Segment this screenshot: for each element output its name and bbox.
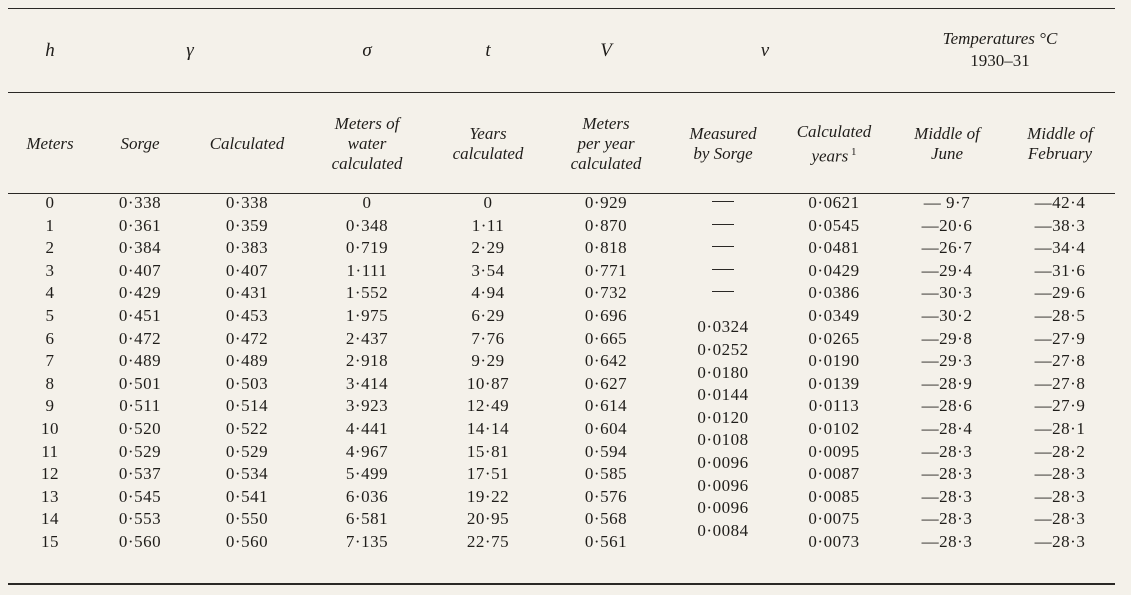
- cell-feb: —27·8: [1034, 373, 1086, 393]
- cell-gamma-calc: 0·489: [225, 351, 269, 371]
- cell-sigma: 3·414: [345, 373, 389, 393]
- cell-sorge: 0·545: [118, 486, 162, 506]
- cell-june: —20·6: [921, 215, 973, 235]
- cell-h: 5: [45, 306, 55, 325]
- cell-t: 22·75: [466, 532, 510, 551]
- cell-V: 0·665: [584, 328, 628, 348]
- cell-h: 14: [41, 509, 59, 529]
- cell-t: 14·14: [466, 419, 510, 438]
- cell-gamma-calc: 0·472: [225, 328, 269, 348]
- cell-t: 0: [483, 193, 493, 212]
- cell-v-calc: 0·0265: [808, 328, 860, 348]
- cell-sigma: 1·975: [345, 306, 389, 325]
- cell-t: 19·22: [466, 486, 510, 506]
- cell-h: 0: [45, 193, 55, 212]
- column-header-line: Sorge: [120, 134, 160, 153]
- column-header-line: Meters: [26, 134, 74, 153]
- cell-V: 0·614: [584, 396, 628, 416]
- cell-V: 0·870: [584, 215, 628, 235]
- cell-gamma-calc: 0·359: [225, 215, 269, 235]
- cell-h: 6: [45, 328, 55, 348]
- cell-V: 0·585: [584, 464, 628, 484]
- cell-sigma: 2·437: [345, 328, 389, 348]
- cell-sorge: 0·501: [118, 373, 162, 393]
- cell-feb: —27·8: [1034, 351, 1086, 371]
- cell-sorge: 0·560: [118, 532, 162, 551]
- cell-june: —28·3: [921, 464, 973, 484]
- cell-t: 17·51: [466, 464, 510, 484]
- cell-V: 0·771: [584, 260, 628, 280]
- cell-gamma-calc: 0·503: [225, 373, 269, 393]
- cell-v-calc: 0·0113: [808, 396, 860, 416]
- cell-sorge: 0·520: [118, 419, 162, 438]
- cell-feb: —34·4: [1034, 238, 1086, 258]
- cell-V: 0·576: [584, 486, 628, 506]
- cell-v-calc: 0·0429: [808, 260, 860, 280]
- cell-feb: —28·3: [1034, 464, 1086, 484]
- cell-h: 2: [45, 238, 55, 258]
- cell-june: —28·9: [921, 373, 973, 393]
- column-header-line: June: [930, 144, 964, 163]
- cell-sorge: 0·537: [118, 464, 162, 484]
- cell-V: 0·594: [584, 441, 628, 461]
- bottom-rule: [8, 583, 1115, 585]
- cell-june: —29·4: [921, 260, 973, 280]
- cell-june: —28·3: [921, 486, 973, 506]
- cell-t: 12·49: [466, 396, 510, 416]
- footnote-marker: 1: [848, 145, 857, 158]
- column-header-line: water: [347, 134, 387, 153]
- cell-t: 20·95: [466, 509, 510, 529]
- cell-sorge: 0·472: [118, 328, 162, 348]
- cell-v-calc: 0·0095: [808, 441, 860, 461]
- cell-sorge: 0·451: [118, 306, 162, 325]
- cell-gamma-calc: 0·550: [225, 509, 269, 529]
- column-header-line: Years: [469, 124, 507, 143]
- cell-V: 0·604: [584, 419, 628, 438]
- cell-gamma-calc: 0·541: [225, 486, 269, 506]
- cell-gamma-calc: 0·383: [225, 238, 269, 258]
- cell-feb: —28·2: [1034, 441, 1086, 461]
- column-header-line: Meters: [582, 114, 630, 133]
- column-header-h: [26, 96, 73, 192]
- cell-V: 0·627: [584, 373, 628, 393]
- temperatures-title: Temperatures °C: [942, 29, 1058, 48]
- cell-june: —30·2: [921, 306, 973, 325]
- column-header-line: calculated: [570, 154, 642, 173]
- symbol-V: V: [600, 40, 612, 61]
- column-header-line: Middle of: [914, 124, 980, 143]
- cell-june: —29·3: [921, 351, 973, 371]
- column-header-line: Middle of: [1027, 124, 1093, 143]
- cell-sorge: 0·511: [119, 396, 161, 416]
- cell-V: 0·929: [584, 193, 628, 212]
- cell-t: 15·81: [466, 441, 510, 461]
- cell-t: 10·87: [466, 373, 510, 393]
- cell-sigma: 4·441: [345, 419, 389, 438]
- temperatures-years: 1930–31: [970, 51, 1030, 70]
- cell-gamma-calc: 0·338: [225, 193, 269, 212]
- header-rule: [8, 92, 1115, 93]
- symbol-t: t: [485, 40, 491, 61]
- cell-feb: —31·6: [1034, 260, 1086, 280]
- cell-gamma-calc: 0·407: [225, 260, 269, 280]
- cell-V: 0·696: [584, 306, 628, 325]
- cell-gamma-calc: 0·522: [225, 419, 269, 438]
- cell-june: —26·7: [921, 238, 973, 258]
- column-header-line: years $^1$: [811, 145, 857, 166]
- cell-feb: —29·6: [1034, 283, 1086, 303]
- cell-v-calc: 0·0481: [808, 238, 860, 258]
- cell-v-sorge: 0·0084: [697, 520, 749, 540]
- cell-v-sorge: 0·0324: [697, 317, 749, 337]
- column-header-line: calculated: [331, 154, 403, 173]
- cell-feb: —27·9: [1034, 328, 1086, 348]
- cell-h: 13: [41, 486, 59, 506]
- cell-sigma: 6·581: [345, 509, 389, 529]
- column-header-v_calc: [797, 96, 872, 192]
- cell-h: 3: [45, 260, 55, 280]
- column-header-line: Meters of: [334, 114, 400, 133]
- cell-feb: —28·1: [1034, 419, 1086, 438]
- cell-sigma: 0: [362, 193, 372, 212]
- column-header-sorge: [120, 96, 159, 192]
- cell-june: —29·8: [921, 328, 973, 348]
- cell-sorge: 0·553: [118, 509, 162, 529]
- cell-v-sorge: 0·0096: [697, 475, 749, 495]
- cell-t: 9·29: [471, 351, 505, 371]
- cell-sigma: 7·135: [345, 532, 389, 551]
- cell-gamma-calc: 0·534: [225, 464, 269, 484]
- empty-dash: [712, 246, 734, 247]
- cell-v-sorge: 0·0108: [697, 430, 749, 450]
- cell-v-calc: 0·0349: [808, 306, 860, 325]
- cell-h: 9: [45, 396, 55, 416]
- temperatures-header: [943, 28, 1058, 72]
- cell-sigma: 1·111: [346, 260, 388, 280]
- cell-sorge: 0·429: [118, 283, 162, 303]
- column-header-gamma_calc: [210, 96, 285, 192]
- cell-sorge: 0·384: [118, 238, 162, 258]
- cell-v-sorge: 0·0120: [697, 407, 749, 427]
- cell-feb: —28·5: [1034, 306, 1086, 325]
- cell-sigma: 6·036: [345, 486, 389, 506]
- cell-h: 11: [41, 441, 59, 461]
- cell-gamma-calc: 0·453: [225, 306, 269, 325]
- column-header-v_sorge: [689, 96, 756, 192]
- column-header-V: [571, 96, 642, 192]
- cell-h: 4: [45, 283, 55, 303]
- cell-sorge: 0·361: [118, 215, 162, 235]
- cell-sigma: 5·499: [345, 464, 389, 484]
- cell-feb: —38·3: [1034, 215, 1086, 235]
- cell-t: 2·29: [471, 238, 505, 258]
- cell-sigma: 0·348: [345, 215, 389, 235]
- cell-june: —28·3: [921, 441, 973, 461]
- cell-feb: —27·9: [1034, 396, 1086, 416]
- column-header-t: [453, 96, 524, 192]
- symbol-h: h: [45, 40, 55, 61]
- cell-sorge: 0·338: [118, 193, 162, 212]
- column-header-line: Calculated: [209, 134, 285, 153]
- empty-dash: [712, 291, 734, 292]
- cell-v-sorge: 0·0096: [697, 498, 749, 518]
- cell-gamma-calc: 0·431: [225, 283, 269, 303]
- column-header-line: by Sorge: [693, 144, 753, 163]
- cell-v-calc: 0·0087: [808, 464, 860, 484]
- column-header-line: February: [1027, 144, 1093, 163]
- cell-v-sorge: 0·0096: [697, 452, 749, 472]
- cell-sigma: 2·918: [345, 351, 389, 371]
- cell-v-calc: 0·0190: [808, 351, 860, 371]
- cell-h: 8: [45, 373, 55, 393]
- column-header-line: per year: [577, 134, 635, 153]
- cell-v-calc: 0·0545: [808, 215, 860, 235]
- cell-h: 1: [45, 215, 55, 235]
- cell-feb: —28·3: [1034, 532, 1086, 551]
- cell-june: —30·3: [921, 283, 973, 303]
- column-header-line: Measured: [689, 124, 757, 143]
- cell-h: 10: [41, 419, 59, 438]
- cell-V: 0·818: [584, 238, 628, 258]
- cell-t: 4·94: [471, 283, 505, 303]
- cell-v-calc: 0·0386: [808, 283, 860, 303]
- cell-sigma: 4·967: [345, 441, 389, 461]
- symbol-sigma: σ: [362, 40, 372, 61]
- cell-june: —28·6: [921, 396, 973, 416]
- cell-june: —28·3: [921, 532, 973, 551]
- cell-v-sorge: 0·0252: [697, 339, 749, 359]
- cell-V: 0·561: [584, 532, 628, 551]
- cell-gamma-calc: 0·529: [225, 441, 269, 461]
- symbol-gamma: γ: [186, 40, 194, 61]
- top-rule: [8, 8, 1115, 9]
- cell-h: 15: [41, 532, 59, 551]
- cell-sorge: 0·489: [118, 351, 162, 371]
- cell-v-sorge: 0·0180: [697, 362, 749, 382]
- cell-sigma: 3·923: [345, 396, 389, 416]
- empty-dash: [712, 201, 734, 202]
- cell-h: 12: [41, 464, 59, 484]
- cell-V: 0·568: [584, 509, 628, 529]
- cell-june: — 9·7: [923, 193, 971, 212]
- cell-v-calc: 0·0075: [808, 509, 860, 529]
- cell-sorge: 0·407: [118, 260, 162, 280]
- cell-v-calc: 0·0085: [808, 486, 860, 506]
- cell-t: 6·29: [471, 306, 505, 325]
- cell-sigma: 1·552: [345, 283, 389, 303]
- column-header-feb: [1027, 96, 1093, 192]
- column-header-june: [914, 96, 980, 192]
- column-header-line: Calculated: [796, 121, 872, 141]
- cell-sorge: 0·529: [118, 441, 162, 461]
- cell-v-calc: 0·0073: [808, 532, 860, 551]
- cell-v-sorge: 0·0144: [697, 385, 749, 405]
- cell-june: —28·3: [921, 509, 973, 529]
- cell-V: 0·732: [584, 283, 628, 303]
- cell-june: —28·4: [921, 419, 973, 438]
- cell-t: 1·11: [471, 215, 505, 235]
- cell-sigma: 0·719: [345, 238, 389, 258]
- cell-gamma-calc: 0·560: [225, 532, 269, 551]
- empty-dash: [712, 269, 734, 270]
- cell-v-calc: 0·0139: [808, 373, 860, 393]
- cell-feb: —42·4: [1034, 193, 1086, 212]
- column-header-line: calculated: [452, 144, 524, 163]
- cell-t: 3·54: [471, 260, 505, 280]
- cell-feb: —28·3: [1034, 486, 1086, 506]
- cell-feb: —28·3: [1034, 509, 1086, 529]
- symbol-v: v: [760, 40, 770, 61]
- empty-dash: [712, 224, 734, 225]
- column-header-sigma: [332, 96, 403, 192]
- cell-h: 7: [45, 351, 55, 371]
- cell-v-calc: 0·0102: [808, 419, 860, 438]
- cell-V: 0·642: [584, 351, 628, 371]
- cell-v-calc: 0·0621: [808, 193, 860, 212]
- cell-t: 7·76: [471, 328, 505, 348]
- cell-gamma-calc: 0·514: [225, 396, 269, 416]
